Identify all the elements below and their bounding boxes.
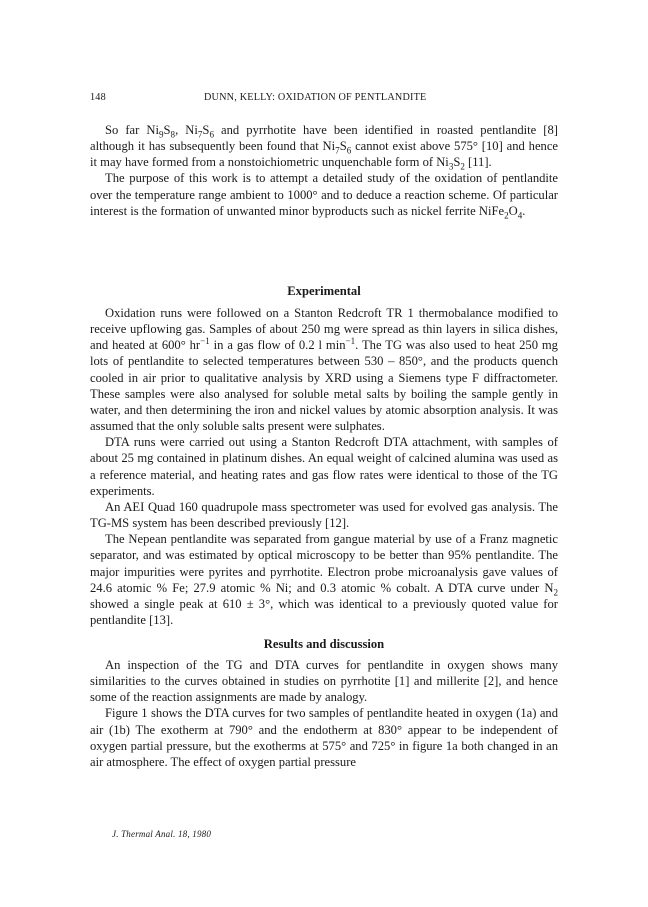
intro-section [90, 122, 558, 219]
results-paragraph-2: Figure 1 shows the DTA curves for two samples of pentlandite heated in oxygen (1a) and air (1b) The exotherm at 790° and the endotherm at 830° appear to be independent of oxygen partial pressure, but the exotherms at 575° and 725° in figure 1a both changed in an air atmosphere. The effect of oxygen partial pressure [90, 706, 558, 769]
journal-footer: J. Thermal Anal. 18, 1980 [112, 829, 212, 839]
results-section [90, 657, 558, 770]
intro-paragraph-2: The purpose of this work is to attempt a detailed study of the oxidation of pentlandite over the temperature range ambient to 1000° and to deduce a reaction scheme. Of particular interest is the formation of unwanted minor byproducts such as nickel ferrite $NiFe_2O_4$. [90, 171, 558, 221]
section-heading-experimental: Experimental [287, 284, 361, 298]
intro-paragraph-1: So far $Ni_9S_8$, $Ni_7S_6$ and pyrrhotite have been identified in roasted pentlandite [8] although it has subsequently been found that $Ni_7S_6$ cannot exist above 575° [10] and hence it may have formed from a nonstoichiometric unquenchable form of $Ni_3S_2$ [11]. [90, 123, 559, 172]
section-heading-results: Results and discussion [263, 637, 385, 651]
experimental-paragraph-2: DTA runs were carried out using a Stanton Redcroft DTA attachment, with samples of about 25 mg contained in platinum dishes. An equal weight of calcined alumina was used as a reference material, and heating rates and gas flow rates were identical to those of the TG experiments. [90, 435, 558, 498]
experimental-paragraph-3: An AEI Quad 160 quadrupole mass spectrometer was used for evolved gas analysis. The TG-MS system has been described previously [12]. [90, 499, 558, 531]
experimental-paragraph-4: The Nepean pentlandite was separated from gangue material by use of a Franz magnetic separator, and was estimated by optical microscopy to be better than 95% pentlandite. The major impurities were pyrites and pyrrhotite. Electron probe microanalysis gave values of 24.6 atomic % Fe; 27.9 atomic % Ni; and 0.3 atomic % cobalt. A DTA curve under $N_2$ showed a single peak at 610 ± 3°, which was identical to a previously quoted value for pentlandite [13]. [90, 532, 558, 627]
page-number: 148 [90, 92, 106, 103]
running-head [90, 92, 558, 106]
experimental-section [90, 305, 558, 628]
results-paragraph-1: An inspection of the TG and DTA curves for pentlandite in oxygen shows many similarities to the curves obtained in studies on pyrrhotite [1] and millerite [2], and hence some of the reaction assignments are made by analogy. [90, 658, 558, 705]
experimental-paragraph-1: Oxidation runs were followed on a Stanton Redcroft TR 1 thermobalance modified to receive upflowing gas. Samples of about 250 mg were spread as thin layers in silica dishes, and heated at 600° $hr^{-1}$ in a gas flow of 0.2 l $\min^{-1}$. The TG was also used to heat 250 mg lots of pentlandite to selected temperatures between 530 – 850°, and the products quench cooled in air prior to qualitative analysis by XRD using a Siemens type F diffractometer. These samples were also analysed for soluble metal salts by boiling the sample gently in water, and then determining the iron and nickel values by atomic absorption analysis. It was assumed that the only soluble salts present were sulphates. [90, 306, 558, 434]
running-title: DUNN, KELLY: OXIDATION OF PENTLANDITE [204, 92, 427, 103]
